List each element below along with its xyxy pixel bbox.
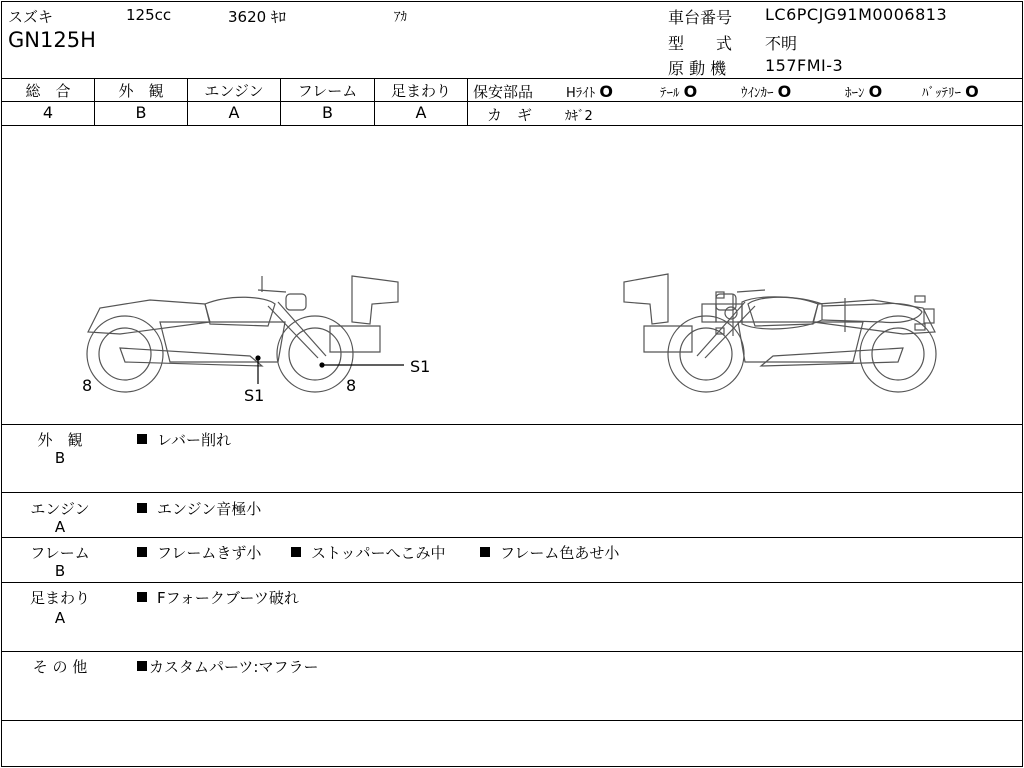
grade-header-frame: フレーム xyxy=(297,82,358,100)
divider xyxy=(1,537,1022,538)
bullet-square-icon xyxy=(137,434,147,444)
maker: スズキ xyxy=(8,8,54,26)
bullet-square-icon xyxy=(291,547,301,557)
bullet-square-icon xyxy=(137,503,147,513)
grade-value-exterior: B xyxy=(135,103,147,122)
bullet-square-icon xyxy=(137,547,147,557)
section-label-suspension: 足まわり xyxy=(29,589,90,607)
divider xyxy=(1,78,1022,79)
right-view-outline xyxy=(624,274,936,392)
motorcycle-diagram xyxy=(0,126,1024,424)
grade-value-overall: 4 xyxy=(42,103,54,122)
damage-label-front-wheel: 8 xyxy=(346,376,357,395)
grade-value-engine: A xyxy=(228,103,240,122)
engine-value: 157FMI-3 xyxy=(765,56,844,75)
left-view-outline xyxy=(87,276,398,392)
color: ｱｶ xyxy=(394,10,407,25)
engine-label: 原 動 機 xyxy=(668,59,727,78)
safety-item-battery: ﾊﾞｯﾃﾘｰ O xyxy=(922,82,979,101)
section-grade-suspension: A xyxy=(54,609,66,627)
safety-label: 保安部品 xyxy=(473,83,534,101)
damage-label-front: S1 xyxy=(410,357,431,376)
section-label-frame: フレーム xyxy=(30,544,90,562)
grade-header-overall: 総 合 xyxy=(25,82,71,100)
divider xyxy=(467,78,468,125)
section-note: レバー削れ xyxy=(137,429,231,450)
section-note: エンジン音極小 xyxy=(137,498,261,519)
section-label-other: そ の 他 xyxy=(32,658,88,676)
key-value: ｶｷﾞ2 xyxy=(565,109,593,124)
divider xyxy=(1,651,1022,652)
section-label-exterior: 外 観 xyxy=(37,431,83,449)
section-note: フレーム色あせ小 xyxy=(480,542,619,563)
leader-dot xyxy=(320,363,324,367)
bullet-square-icon xyxy=(137,661,147,671)
bullet-square-icon xyxy=(480,547,490,557)
vin-label: 車台番号 xyxy=(668,8,733,27)
displacement: 125cc xyxy=(126,6,172,24)
leader-dot xyxy=(256,356,260,360)
divider xyxy=(1,424,1022,425)
section-note: カスタムパーツ:マフラー xyxy=(137,656,318,677)
section-grade-exterior: B xyxy=(54,449,66,467)
divider xyxy=(1,720,1022,721)
section-label-engine: エンジン xyxy=(30,500,90,518)
type-label: 型 式 xyxy=(668,34,733,53)
section-note: フレームきず小 xyxy=(137,542,261,563)
divider xyxy=(1,101,468,102)
section-note: Fフォークブーツ破れ xyxy=(137,587,299,608)
grade-header-exterior: 外 観 xyxy=(118,82,164,100)
safety-item-headlight: Hﾗｲﾄ O xyxy=(566,82,614,101)
key-label: カ ギ xyxy=(487,106,533,124)
damage-label-exhaust: S1 xyxy=(244,386,265,405)
vin-value: LC6PCJG91M0006813 xyxy=(765,5,948,24)
divider xyxy=(468,101,1022,102)
grade-value-frame: B xyxy=(322,103,333,122)
section-grade-frame: B xyxy=(54,562,66,580)
section-note: ストッパーへこみ中 xyxy=(291,542,446,563)
damage-label-rear-wheel: 8 xyxy=(82,376,93,395)
type-value: 不明 xyxy=(765,34,798,53)
divider xyxy=(1,492,1022,493)
safety-item-tail: ﾃｰﾙ O xyxy=(660,82,698,101)
mileage: 3620 ｷﾛ xyxy=(228,8,286,26)
model-name: GN125H xyxy=(8,28,96,52)
grade-value-suspension: A xyxy=(415,103,427,122)
section-grade-engine: A xyxy=(54,518,66,536)
top-view-outline xyxy=(702,292,934,336)
safety-item-horn: ﾎｰﾝ O xyxy=(845,82,883,101)
divider xyxy=(1,582,1022,583)
safety-item-winker: ｳｲﾝｶｰ O xyxy=(741,82,792,101)
grade-header-suspension: 足まわり xyxy=(390,82,451,100)
grade-header-engine: エンジン xyxy=(204,82,264,100)
bullet-square-icon xyxy=(137,592,147,602)
